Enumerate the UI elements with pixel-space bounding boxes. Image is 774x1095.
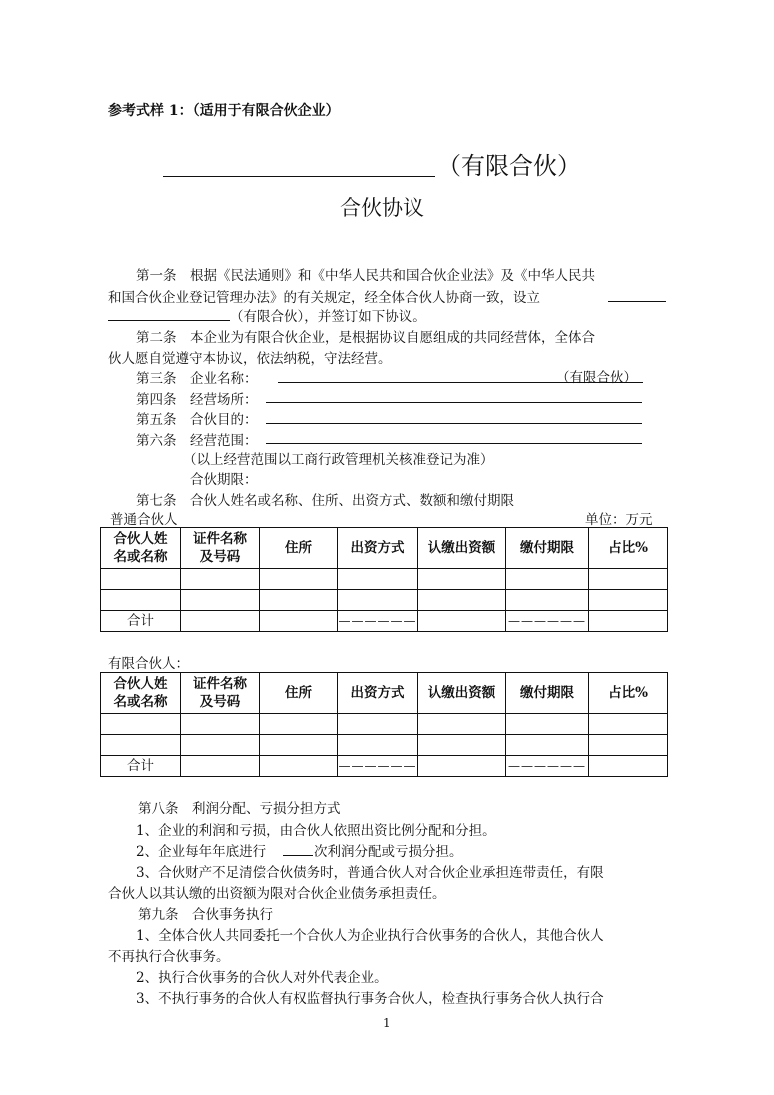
business-place-field [266,402,642,403]
table-cell[interactable] [260,590,338,611]
header-cell: 证件名称 及号码 [181,673,260,714]
header-cell: 合伙人姓 名或名称 [101,528,181,569]
page-number: 1 [383,1016,391,1030]
scope-field [266,443,642,444]
table-row [101,590,668,611]
table-row [101,714,668,735]
header-cell: 出资方式 [338,528,418,569]
article-8-p2-post: 次利润分配或亏损分担。 [314,844,463,860]
table-cell[interactable] [506,714,589,735]
limited-partners-caption: 有限合伙人： [108,656,189,672]
table-cell[interactable] [338,735,418,756]
article-8-p1: 1、企业的利润和亏损，由合伙人依照出资比例分配和分担。 [136,823,496,839]
header-cell: 占比% [589,528,668,569]
distribution-count-blank [283,855,313,856]
table-cell[interactable] [181,714,260,735]
table-cell[interactable] [418,611,506,632]
header-note: 参考式样 1：（适用于有限合伙企业） [108,103,340,119]
article-2-line-1: 第二条 本企业为有限合伙企业，是根据协议自愿组成的共同经营体，全体合 [136,330,595,346]
header-cell: 住所 [260,673,338,714]
dash-cell: —————— [338,611,418,632]
table-row [101,569,668,590]
table-cell[interactable] [338,569,418,590]
table-cell[interactable] [181,569,260,590]
term-label: 合伙期限： [190,472,258,488]
article-9-title: 第九条 合伙事务执行 [138,907,273,923]
table-cell[interactable] [101,569,181,590]
table-cell[interactable] [418,756,506,777]
table-cell[interactable] [506,590,589,611]
total-row [101,756,668,777]
article-8-title: 第八条 利润分配、亏损分担方式 [138,801,341,817]
table-cell[interactable] [181,735,260,756]
article-2-line-2: 伙人愿自觉遵守本协议，依法纳税，守法经营。 [108,351,392,367]
dash-cell: —————— [338,756,418,777]
table-cell[interactable] [101,590,181,611]
table-cell[interactable] [418,735,506,756]
header-cell: 证件名称 及号码 [181,528,260,569]
general-partners-table [100,527,668,632]
table-cell[interactable] [101,714,181,735]
limited-partners-table [100,672,668,777]
table-cell[interactable] [181,756,260,777]
header-cell: 出资方式 [338,673,418,714]
table-cell[interactable] [506,735,589,756]
table-cell[interactable] [338,590,418,611]
header-cell: 住所 [260,528,338,569]
table-header-row [101,528,668,569]
table-cell[interactable] [418,569,506,590]
article-4-label: 第四条 经营场所： [136,392,258,408]
table-cell[interactable] [418,590,506,611]
header-cell: 缴付期限 [506,528,589,569]
table-cell[interactable] [589,714,668,735]
table-cell[interactable] [338,714,418,735]
total-label: 合计 [101,756,181,777]
company-name-blank [163,176,435,177]
article-9-p1-line-1: 1、全体合伙人共同委托一个合伙人为企业执行合伙事务的合伙人，其他合伙人 [136,928,604,944]
table-cell[interactable] [260,756,338,777]
header-cell: 认缴出资额 [418,528,506,569]
article-7: 第七条 合伙人姓名或名称、住所、出资方式、数额和缴付期限 [136,493,514,509]
table-cell[interactable] [260,735,338,756]
table-cell[interactable] [589,611,668,632]
article-9-p1-line-2: 不再执行合伙事务。 [108,949,230,965]
article-1-blank-a [608,301,666,302]
table-row [101,735,668,756]
article-1-line-1: 第一条 根据《民法通则》和《中华人民共和国合伙企业法》及《中华人民共 [136,268,595,284]
article-3-label: 第三条 企业名称： [136,371,258,387]
dash-cell: —————— [506,611,589,632]
purpose-field [266,423,642,424]
header-cell: 占比% [589,673,668,714]
scope-note: （以上经营范围以工商行政管理机关核准登记为准） [183,452,494,468]
article-1-line-3: （有限合伙），并签订如下协议。 [230,309,426,325]
header-cell: 合伙人姓 名或名称 [101,673,181,714]
table-cell[interactable] [181,590,260,611]
article-9-p2: 2、执行合伙事务的合伙人对外代表企业。 [136,970,388,986]
article-9-p3: 3、不执行事务的合伙人有权监督执行事务合伙人，检查执行事务合伙人执行合 [136,991,604,1007]
table-cell[interactable] [260,611,338,632]
table-cell[interactable] [589,735,668,756]
general-partners-caption: 普通合伙人 [110,512,178,528]
doc-title-suffix: （有限合伙） [437,152,581,180]
article-6-label: 第六条 经营范围： [136,433,258,449]
header-cell: 缴付期限 [506,673,589,714]
article-8-p3-line-2: 合伙人以其认缴的出资额为限对合伙企业债务承担责任。 [108,886,446,902]
table-cell[interactable] [589,590,668,611]
table-cell[interactable] [589,569,668,590]
total-row [101,611,668,632]
dash-cell: —————— [506,756,589,777]
table-cell[interactable] [260,569,338,590]
article-8-p2-pre: 2、企业每年年底进行 [136,844,267,860]
table-cell[interactable] [589,756,668,777]
article-5-label: 第五条 合伙目的： [136,412,258,428]
article-1-line-2: 和国合伙企业登记管理办法》的有关规定，经全体合伙人协商一致，设立 [108,290,540,306]
article-1-blank-b [108,320,230,321]
table-header-row [101,673,668,714]
article-3-suffix: （有限合伙） [556,370,637,386]
table-cell[interactable] [506,569,589,590]
total-label: 合计 [101,611,181,632]
header-cell: 认缴出资额 [418,673,506,714]
table-cell[interactable] [260,714,338,735]
unit-label: 单位：万元 [585,512,653,528]
table-cell[interactable] [181,611,260,632]
table-cell[interactable] [101,735,181,756]
doc-title: 合伙协议 [340,196,424,220]
article-8-p3-line-1: 3、合伙财产不足清偿合伙债务时，普通合伙人对合伙企业承担连带责任，有限 [136,865,604,881]
table-cell[interactable] [418,714,506,735]
